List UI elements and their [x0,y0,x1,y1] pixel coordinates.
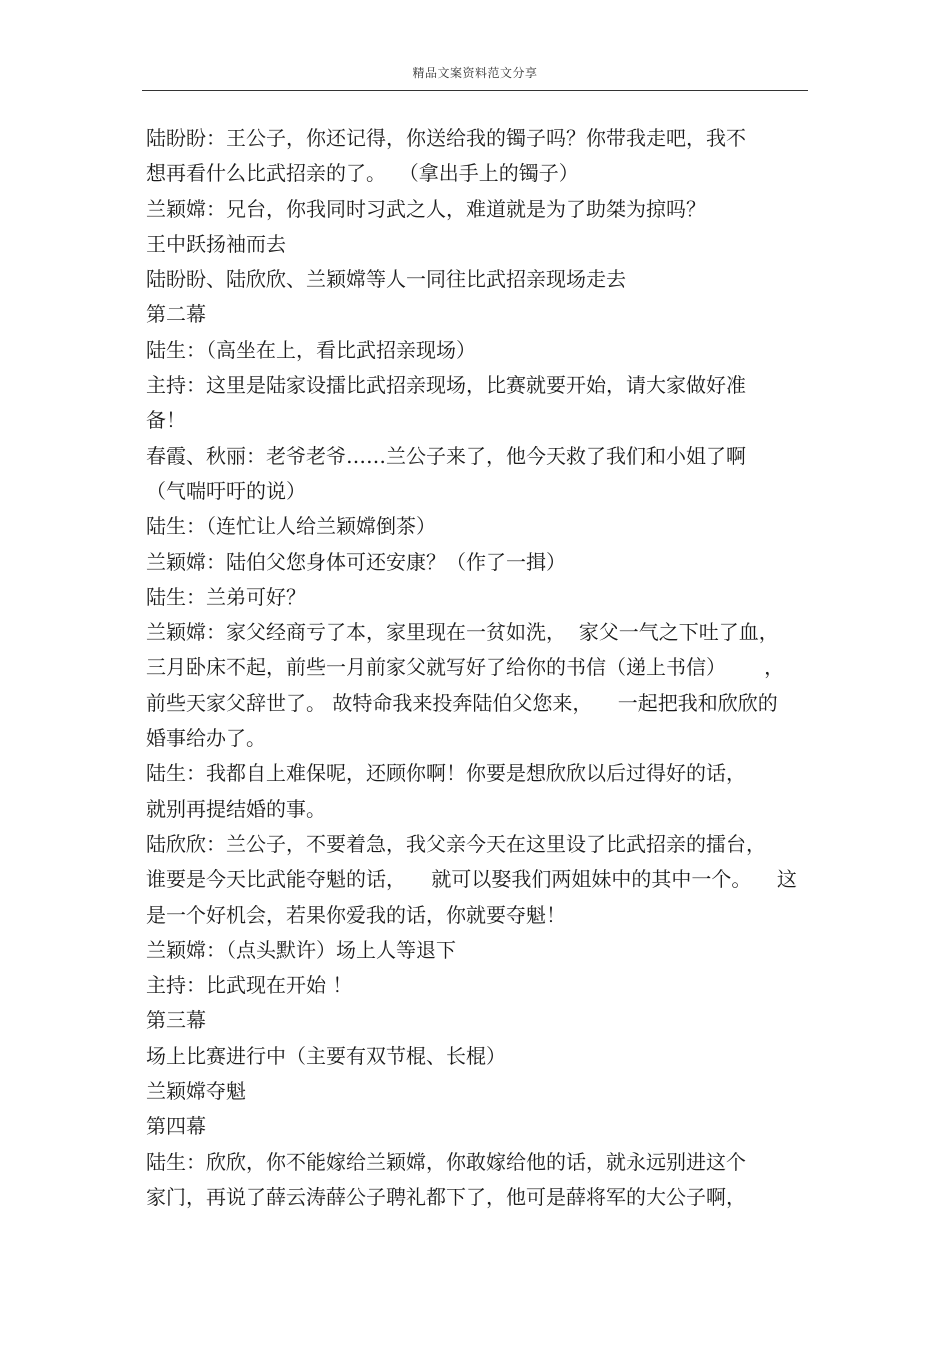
text-line: 场上比赛进行中（主要有双节棍、长棍） [146,1043,506,1068]
text-line: 备！ [146,408,186,433]
header-divider [142,90,808,91]
text-line: 兰颖嫦：家父经商亏了本，家里现在一贫如洗， 家父一气之下吐了血， [146,620,779,645]
text-line: 兰颖嫦：陆伯父您身体可还安康？（作了一揖） [146,549,566,574]
text-line: 主持：比武现在开始 ！ [146,973,353,998]
text-line: 前些天家父辞世了。 故特命我来投奔陆伯父您来， 一起把我和欣欣的 [146,690,778,715]
text-line: 陆盼盼、陆欣欣、兰颖嫦等人一同往比武招亲现场走去 [146,267,626,292]
text-line: 陆生：我都自上难保呢，还顾你啊！你要是想欣欣以后过得好的话， [146,761,746,786]
text-line: 陆盼盼：王公子，你还记得，你送给我的镯子吗？你带我走吧，我不 [146,126,746,150]
text-line: 是一个好机会，若果你爱我的话，你就要夺魁！ [146,902,566,927]
text-line: 王中跃扬袖而去 [146,231,286,256]
text-line: 陆生：兰弟可好？ [146,584,306,609]
text-line: 婚事给办了。 [146,726,266,751]
scene-heading: 第三幕 [146,1008,206,1033]
text-line: 兰颖嫦：（点头默许）场上人等退下 [146,937,456,962]
text-line: 谁要是今天比武能夺魁的话， 就可以娶我们两姐妹中的其中一个。 这 [146,867,797,892]
text-line: 想再看什么比武招亲的了。 （拿出手上的镯子） [146,161,579,186]
text-line: 就别再提结婚的事。 [146,796,326,821]
page-header: 精品文案资料范文分享 [412,66,538,80]
text-line: 陆生：（高坐在上，看比武招亲现场） [146,337,476,362]
scene-heading: 第四幕 [146,1114,206,1139]
text-line: 陆生：欣欣，你不能嫁给兰颖嫦，你敢嫁给他的话，就永远别进这个 [146,1149,746,1174]
scene-heading: 第二幕 [146,302,206,327]
text-line: （气喘吁吁的说） [146,478,306,503]
document-body [146,121,810,1215]
text-line: 兰颖嫦：兄台，你我同时习武之人，难道就是为了助桀为掠吗？ [146,196,706,221]
text-line: 春霞、秋丽：老爷老爷……兰公子来了，他今天救了我们和小姐了啊 [146,443,746,468]
text-line: 陆欣欣：兰公子，不要着急，我父亲今天在这里设了比武招亲的擂台， [146,831,766,856]
text-line: 陆生：（连忙让人给兰颖嫦倒茶） [146,514,436,539]
text-line: 家门，再说了薛云涛薛公子聘礼都下了，他可是薛将军的大公子啊， [146,1184,746,1209]
text-line: 三月卧床不起，前些一月前家父就写好了给你的书信（递上书信） ， [146,655,785,680]
text-line: 兰颖嫦夺魁 [146,1079,246,1104]
text-line: 主持：这里是陆家设擂比武招亲现场，比赛就要开始，请大家做好准 [146,373,746,398]
